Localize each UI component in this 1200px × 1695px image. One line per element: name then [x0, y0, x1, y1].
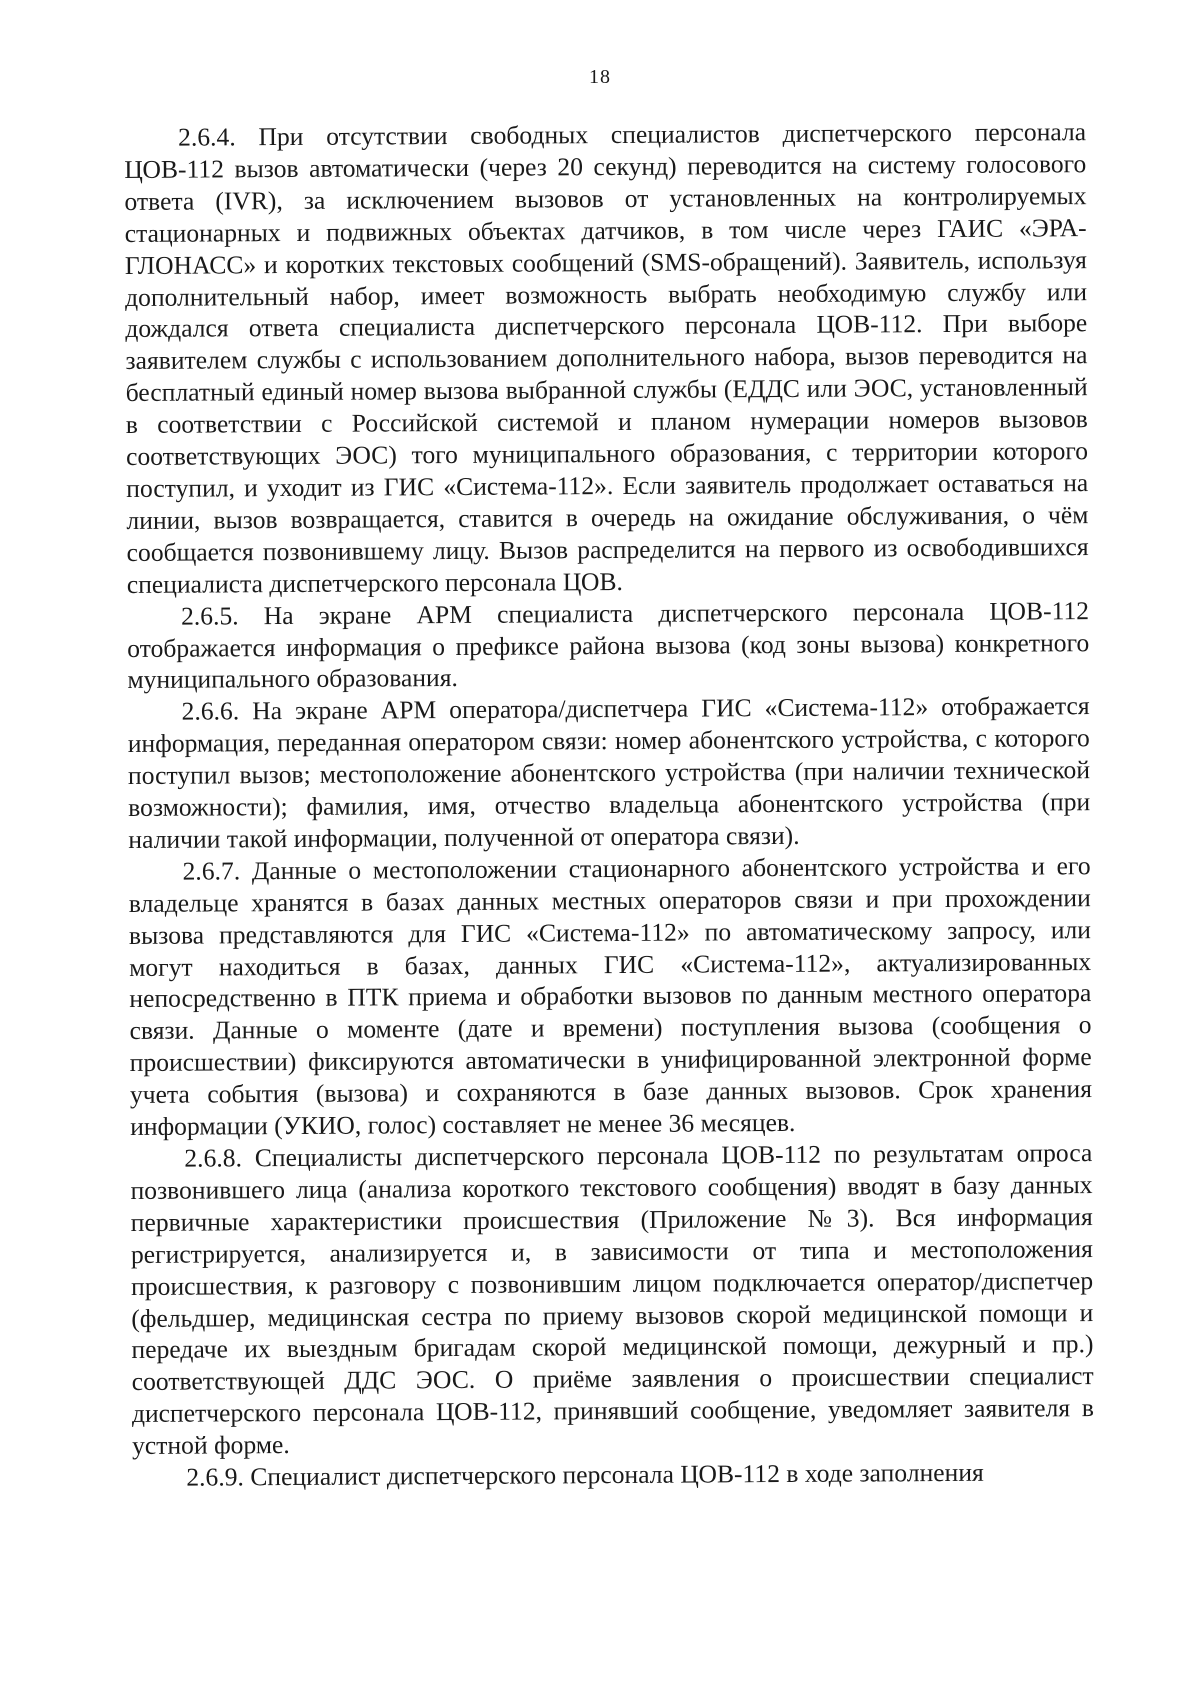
paragraph-2-6-9: 2.6.9. Специалист диспетчерского персонала ЦОВ-112 в ходе заполнения — [186, 1457, 984, 1492]
page-number: 18 — [589, 66, 611, 88]
paragraph-2-6-4: 2.6.4. При отсутствии свободных специалистов диспетчерского персонала ЦОВ-112 вызов автоматически (через 20 секунд) переводится на систему голосового ответа (IVR), за исключением вызовов от установленных на контролируемых стационарных и подвижных объектах датчиков, в том числе через ГАИС «ЭРА-ГЛОНАСС» и коротких текстовых сообщений (SMS-обращений). Заявитель, используя дополнительный набор, имеет возможность выбрать необходимую службу или дождался ответа специалиста диспетчерского персонала ЦОВ-112. При выборе заявителем службы с использованием дополнительного набора, вызов переводится на бесплатный единый номер вызова выбранной службы (ЕДДС или ЭОС, установленный в соответствии с Российской системой и планом нумерации номеров вызовов соответствующих ЭОС) того муниципального образования, с территории которого поступил, и уходит из ГИС «Система-112». Если заявитель продолжает оставаться на линии, вызов возвращается, ставится в очередь на ожидание обслуживания, о чём сообщается позвонившему лицу. Вызов распределится на первого из освободившихся специалиста диспетчерского персонала ЦОВ. — [124, 117, 1089, 599]
paragraph-2-6-8: 2.6.8. Специалисты диспетчерского персонала ЦОВ-112 по результатам опроса позвонившего лица (анализа короткого текстового сообщения) вводят в базу данных первичные характеристики происшествия (Приложение №3). Вся информация регистрируется, анализируется и, в зависимости от типа и местоположения происшествия, к разговору с позвонившим лицом подключается оператор/диспетчер (фельдшер, медицинская сестра по приему вызовов скорой медицинской помощи и передаче их выездным бригадам скорой медицинской помощи, дежурный и пр.) соответствующей ДДС ЭОС. О приёме заявления о происшествии специалист диспетчерского персонала ЦОВ-112, принявший сообщение, уведомляет заявителя в устной форме. — [130, 1138, 1094, 1461]
paragraph-2-6-5: 2.6.5. На экране АРМ специалиста диспетчерского персонала ЦОВ-112 отображается информация о префиксе района вызова (код зоны вызова) конкретного муниципального образования. — [127, 595, 1090, 695]
paragraph-2-6-6: 2.6.6. На экране АРМ оператора/диспетчера ГИС «Система-112» отображается информация, переданная оператором связи: номер абонентского устройства, с которого поступил вызов; местоположение абонентского устройства (при наличии технической возможности); фамилия, имя, отчество владельца абонентского устройства (при наличии такой информации, полученной от оператора связи). — [127, 691, 1091, 854]
paragraph-2-6-7: 2.6.7. Данные о местоположении стационарного абонентского устройства и его владельце хранятся в базах данных местных операторов связи и при прохождении вызова представляются для ГИС «Система-112» по автоматическому запросу, или могут находиться в базах, данных ГИС «Система-112», актуализированных непосредственно в ПТК приема и обработки вызовов по данным местного оператора связи. Данные о моменте (дате и времени) поступления вызова (сообщения о происшествии) фиксируются автоматически в унифицированной электронной форме учета события (вызова) и сохраняются в базе данных вызовов. Срок хранения информации (УКИО, голос) составляет не менее 36 месяцев. — [128, 850, 1093, 1142]
document-body — [124, 116, 1094, 1494]
